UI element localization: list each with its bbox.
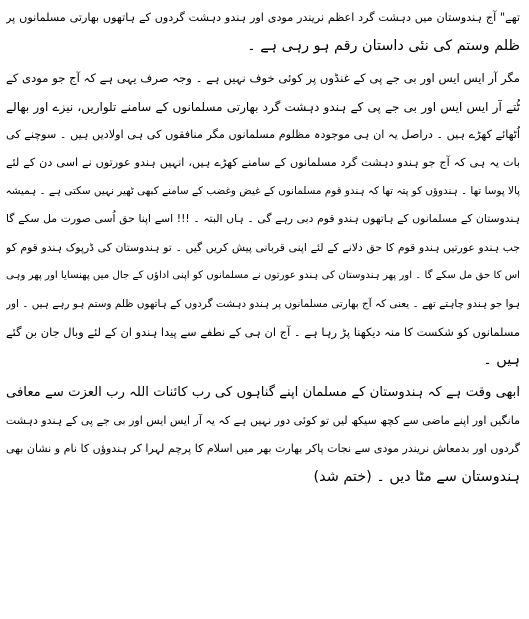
text-line: ہیں ۔ [483, 352, 520, 369]
text-line: بات یہ ہی کہ آج جو ہندو دہشت گرد مسلمانوں کے سامنے کھڑے ہیں، انہیں ہندو عورتوں نے اسی دن کے لئے [6, 156, 520, 170]
text-line: پالا پوسا تھا ۔ ہندوؤں کو پتہ تھا کہ ہندو قوم مسلمانوں کے غیض وغضب کے سامنے کبھی ٹھیر نہیں سکتی ہے ۔ ہمیشہ [6, 185, 520, 198]
text-line: ٹُتے آر ایس ایس اور بی جے پی کے ہندو دہشت گرد بھارتی مسلمانوں کے سامنے تلواریں، نیزے اور بھالے [6, 99, 520, 114]
text-line: اس کا حق مل سکے گا ۔ اور پھر ہندوستان کی ہندو عورتوں نے مسلمانوں کو اپنی اداؤں کے جال میں پھنسایا اور پھر وہی [6, 269, 520, 281]
text-line: ہندوستان کے مسلمانوں کے ہاتھوں ہندو قوم دبی رہے گی ۔ ہاں البتہ ۔ !!! اسے اپنا حق اُسی صورت مل سکے گا [6, 212, 520, 226]
text-line: ابھی وقت ہے کہ ہندوستان کے مسلمان اپنے گناہوں کی رب کائنات اللہ رب العزت سے معافی [6, 384, 520, 400]
text-line: مانگیں اور اپنے ماضی سے کچھ سیکھ لیں تو کوئی دور نہیں ہے کہ یہ آر ایس ایس اور بی جے پی کے ہندو دہشت [6, 413, 520, 427]
text-line: مگر آر ایس ایس اور بی جے پی کے غنڈوں پر کوئی خوف نہیں ہے ۔ وجہ صرف یہی ہے کہ آج جو مودی کے [6, 71, 520, 86]
article-paragraph-1 [6, 4, 520, 60]
text-line: ظلم وستم کی نئی داستان رقم ہو رہی ہے ۔ [247, 38, 520, 55]
text-line: گردوں اور بدمعاش نریندر مودی سے نجات پاکر بھارت بھر میں اسلام کا پرچم لہرا کر ہندوؤں کا نام و نشان بھی [6, 442, 520, 456]
text-line: تھے" آج ہندوستان میں دہشت گرد اعظم نریندر مودی اور ہندو دہشت گردوں کے ہاتھوں بھارتی مسلمانوں پر [6, 11, 520, 24]
article-paragraph-2 [6, 64, 520, 374]
text-line: جب ہندو عورتیں ہندو قوم کا حق دلانے کے لئے اپنی قربانی پیش کریں گیں ۔ تو ہندوستان کی ڈرپوک ہندو قوم کو [6, 240, 520, 254]
text-line: ہندوستان سے مٹا دیں ۔ (ختم شد) [313, 469, 520, 486]
article-paragraph-3 [6, 379, 520, 492]
text-line: ہوا جو ہندو چاہتے تھے ۔ یعنی کہ آج بھارتی مسلمانوں پر ہندو دہشت گردوں کے ہاتھوں ظلم وستم ہو رہے ہیں ۔ اور [6, 298, 520, 311]
text-line: مسلمانوں کو شکست کا منہ دیکھنا پڑ رہا ہے ۔ آج ان ہی کے نطفے سے پیدا ہندو ان کے لئے وبال جان بن گئے [6, 325, 520, 340]
text-line: اُٹھائے کھڑے ہیں ۔ دراصل یہ ان ہی موجودہ مظلوم مسلمانوں مگر منافقوں کی ہی اولادیں ہیں ۔ سوچنے کی [6, 127, 520, 141]
